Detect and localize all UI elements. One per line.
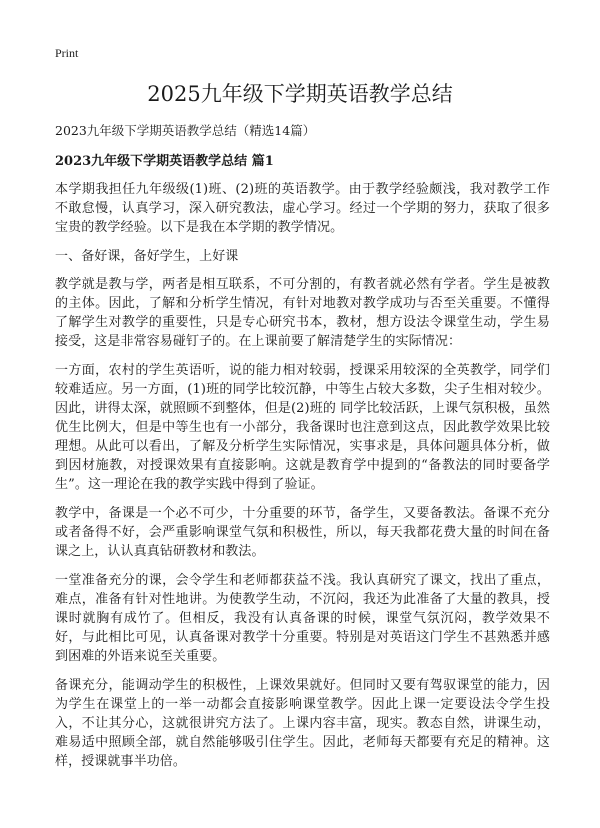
print-link[interactable]: Print: [55, 46, 79, 60]
section-heading: 2023九年级下学期英语教学总结 篇1: [55, 154, 274, 169]
paragraph-teaching: 教学就是教与学，两者是相互联系，不可分割的，有教者就必然有学者。学生是被教的主体。因此，了解和分析学生情况，有针对地教对教学成功与否至关重要。不懂得了解学生对教学的重要性，只是专心研究书本，教材，想方设法令课堂生动，学生易接受，这是非常容易碰钉子的。在上课前要了解清楚学生的实际情况：: [55, 277, 550, 349]
document-body: [55, 180, 550, 781]
paragraph-prepared-class: 一堂准备充分的课，会令学生和老师都获益不浅。我认真研究了课文，找出了重点，难点，准备有针对性地讲。为使教学生动，不沉闷，我还为此准备了大量的教具，授课时就胸有成竹了。但相反，我没有认真备课的时候，课堂气氛沉闷，教学效果不好，与此相比可见，认真备课对教学十分重要。特别是对英语这门学生不甚熟悉并感到困难的外语来说至关重要。: [55, 573, 550, 664]
paragraph-intro: 本学期我担任九年级级(1)班、(2)班的英语教学。由于教学经验颇浅，我对教学工作不敢怠慢，认真学习，深入研究教法，虚心学习。经过一个学期的努力，获取了很多宝贵的教学经验。以下是我在本学期的教学情况。: [55, 182, 550, 235]
document-title: 2025九年级下学期英语教学总结: [147, 82, 453, 106]
paragraph-preparation: 教学中，备课是一个必不可少，十分重要的环节，备学生，又要备教法。备课不充分或者备得不好，会严重影响课堂气氛和积极性，所以，每天我都花费大量的时间在备课之上，认认真真钻研教材和教法。: [55, 506, 550, 559]
paragraph-classroom: 备课充分，能调动学生的积极性，上课效果就好。但同时又要有驾驭课堂的能力，因为学生在课堂上的一举一动都会直接影响课堂教学。因此上课一定要设法令学生投入，不让其分心，这就很讲究方法了。上课内容丰富，现实。教态自然，讲课生动，难易适中照顾全部，就自然能够吸引住学生。因此，老师每天都要有充足的精神。这样，授课就事半功倍。: [55, 678, 550, 769]
paragraph-subheading: 一、备好课，备好学生，上好课: [55, 249, 239, 264]
paragraph-students: 一方面，农村的学生英语听，说的能力相对较弱，授课采用较深的全英教学，同学们较难适应。另一方面，(1)班的同学比较沉静，中等生占较大多数，尖子生相对较少。因此，讲得太深，就照顾不到整体，但是(2)班的 同学比较活跃，上课气氛积极，虽然优生比例大，但是中等生也有一小部分，我备课时也注意到这点，因此教学效果比较理想。从此可以看出，了解及分析学生实际情况，实事求是，具体问题具体分析，做到因材施教，对授课效果有直接影响。这就是教育学中提到的“备教法的同时要备学生”。这一理论在我的教学实践中得到了验证。: [55, 363, 550, 492]
document-subtitle: 2023九年级下学期英语教学总结（精选14篇）: [55, 123, 316, 138]
